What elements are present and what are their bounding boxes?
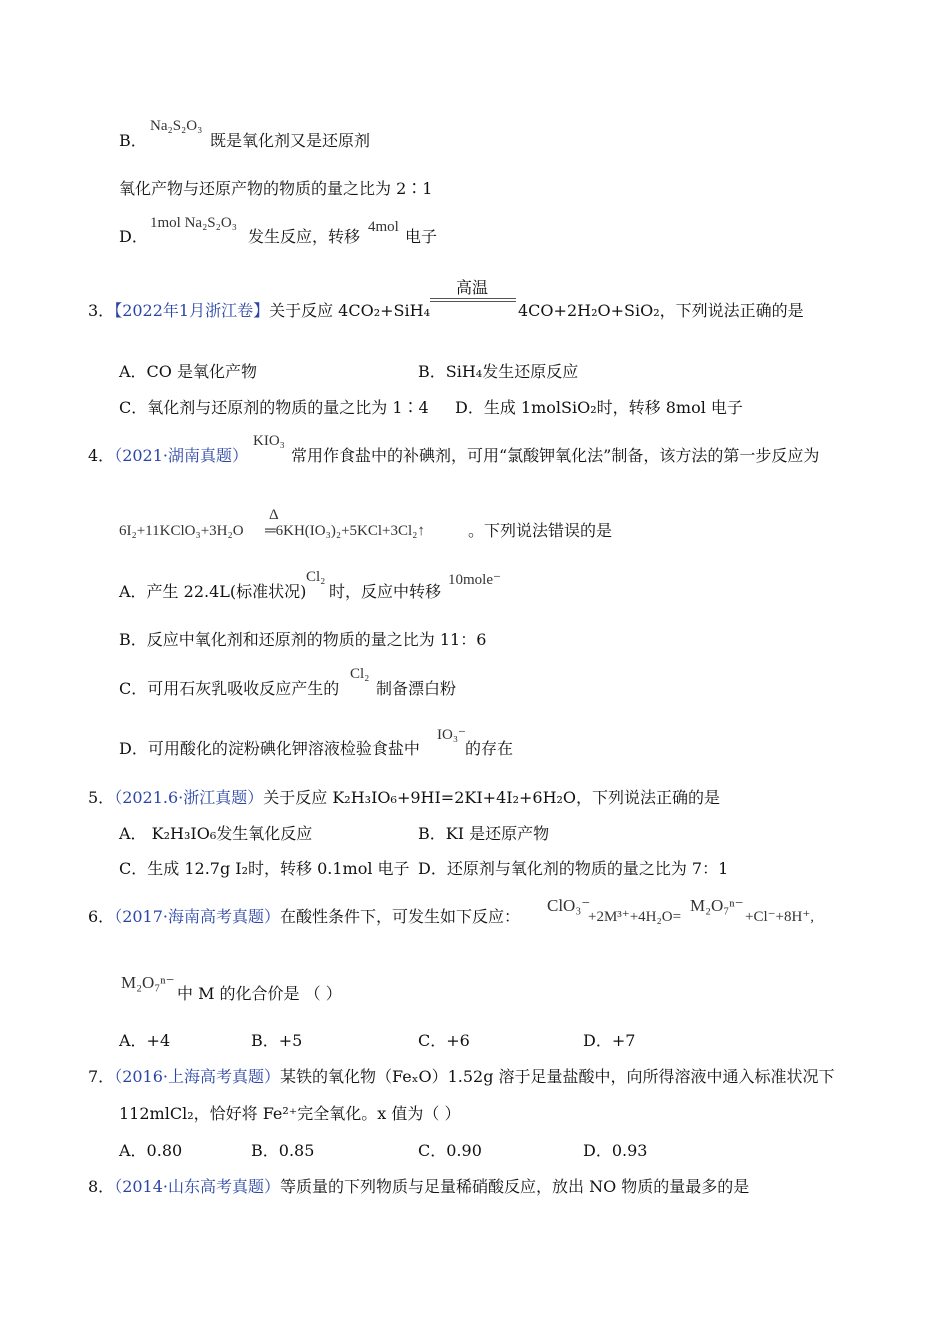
q7-option-c: C．0.90 — [418, 1141, 482, 1160]
q6-option-c: C．+6 — [418, 1031, 470, 1050]
q7-number: 7． — [88, 1067, 115, 1086]
q6-number: 6． — [88, 907, 115, 926]
q4-equation: 6I₂+11KClO₃+3H₂O — [119, 523, 244, 539]
q4-formula: KIO₃ — [253, 433, 285, 449]
q3-arrow-line1 — [430, 298, 516, 299]
q3-arrow-line2 — [430, 301, 516, 302]
q4-eq-tail: 。下列说法错误的是 — [468, 521, 613, 540]
q5-option-a: A． K₂H₃IO₆发生氧化反应 — [119, 824, 313, 843]
q5-option-c: C．生成 12.7g I₂时，转移 0.1mol 电子 — [119, 859, 410, 878]
q4-number: 4． — [88, 446, 115, 465]
q2-optd-prefix: 1mol Na₂S₂O₃ — [150, 215, 237, 231]
q8-text: 等质量的下列物质与足量稀硝酸反应，放出 NO 物质的量最多的是 — [280, 1177, 750, 1196]
q4-option-d-pre: D．可用酸化的淀粉碘化钾溶液检验食盐中 — [119, 739, 420, 758]
q4-product: ═6KH(IO₃)₂+5KCl+3Cl₂↑ — [265, 523, 425, 539]
q6-line2: 中 M 的化合价是 （ ） — [177, 984, 342, 1003]
q4-option-c-formula: Cl₂ — [350, 666, 370, 682]
q7-source: （2016·上海高考真题） — [114, 1067, 280, 1086]
q7-option-b: B．0.85 — [251, 1141, 315, 1160]
q6-option-a: A．+4 — [119, 1031, 171, 1050]
q6-r2: +2M³⁺+4H₂O= — [588, 909, 682, 925]
q3-tail: 4CO+2H₂O+SiO₂，下列说法正确的是 — [518, 301, 804, 320]
q4-option-b: B．反应中氧化剂和还原剂的物质的量之比为 11：6 — [119, 630, 487, 649]
q3-option-d: D．生成 1molSiO₂时，转移 8mol 电子 — [455, 398, 743, 417]
q4-option-c-pre: C．可用石灰乳吸收反应产生的 — [119, 679, 340, 698]
q8-stem — [88, 1177, 749, 1197]
q4-option-c-post: 制备漂白粉 — [376, 679, 457, 698]
q3-option-c: C．氧化剂与还原剂的物质的量之比为 1∶4 — [119, 398, 429, 417]
q2-optd-amt: 4mol — [368, 219, 399, 235]
q4-source: （2021·湖南真题） — [114, 446, 248, 465]
q6-source: （2017·海南高考真题） — [114, 907, 280, 926]
q8-source: （2014·山东高考真题） — [114, 1177, 280, 1196]
q6-r3: M₂O₇ⁿ⁻ — [690, 896, 744, 915]
q7-option-a: A．0.80 — [119, 1141, 183, 1160]
q4-delta: Δ — [269, 507, 279, 523]
q2-option-c: 氧化产物与还原产物的物质的量之比为 2∶1 — [119, 179, 433, 198]
q7-stem — [88, 1067, 835, 1087]
q5-option-d: D．还原剂与氧化剂的物质的量之比为 7：1 — [418, 859, 729, 878]
q2-option-b — [119, 131, 147, 151]
q6-text: 在酸性条件下，可发生如下反应： — [280, 907, 521, 926]
q4-option-a-amt: 10mole⁻ — [448, 572, 501, 588]
q3-stem — [88, 301, 430, 321]
q2-optb-formula: Na₂S₂O₃ — [150, 118, 203, 134]
q5-option-b: B．KI 是还原产物 — [418, 824, 550, 843]
q6-r1: ClO₃⁻ — [547, 896, 591, 915]
q5-number: 5． — [88, 788, 115, 807]
q5-source: （2021.6·浙江真题） — [114, 788, 264, 807]
q4-option-a-formula: Cl₂ — [306, 569, 326, 585]
q6-option-b: B．+5 — [251, 1031, 303, 1050]
q6-option-d: D．+7 — [583, 1031, 636, 1050]
q6-stem — [88, 907, 520, 927]
q4-option-d-formula: IO₃⁻ — [437, 727, 466, 743]
q3-lead: 关于反应 4CO₂+SiH₄ — [269, 301, 430, 320]
q3-option-a: A．CO 是氧化产物 — [119, 362, 258, 381]
q2-optd-text2: 电子 — [405, 227, 438, 246]
q3-option-b: B．SiH₄发生还原反应 — [418, 362, 579, 381]
q7-text: 某铁的氧化物（FeₓO）1.52g 溶于足量盐酸中，向所得溶液中通入标准状况下 — [280, 1067, 835, 1086]
q6-r4: +Cl⁻+8H⁺, — [745, 909, 815, 925]
q4-text: 常用作食盐中的补碘剂，可用“氯酸钾氧化法”制备，该方法的第一步反应为 — [291, 446, 820, 465]
q4-stem — [88, 446, 248, 466]
q8-number: 8． — [88, 1177, 115, 1196]
q3-condition: 高温 — [456, 278, 489, 297]
q6-line2-formula: M₂O₇ⁿ⁻ — [121, 973, 175, 992]
q2-optb-text: 既是氧化剂又是还原剂 — [210, 131, 371, 150]
q5-stem — [88, 788, 720, 808]
q4-option-a-mid: 时，反应中转移 — [329, 582, 442, 601]
q2-optd-text1: 发生反应，转移 — [248, 227, 361, 246]
q2-option-d-label: D． — [119, 227, 148, 246]
q7-option-d: D．0.93 — [583, 1141, 648, 1160]
q3-source: 【2022年1月浙江卷】 — [114, 301, 270, 320]
q4-option-d-post: 的存在 — [465, 739, 514, 758]
q4-option-a-pre: A．产生 22.4L(标准状况) — [119, 582, 307, 601]
q7-line2: 112mlCl₂，恰好将 Fe²⁺完全氧化。x 值为（ ） — [119, 1104, 461, 1123]
q5-text: 关于反应 K₂H₃IO₆+9HI=2KI+4I₂+6H₂O，下列说法正确的是 — [263, 788, 721, 807]
q3-number: 3． — [88, 301, 115, 320]
option-label: B． — [119, 131, 147, 150]
